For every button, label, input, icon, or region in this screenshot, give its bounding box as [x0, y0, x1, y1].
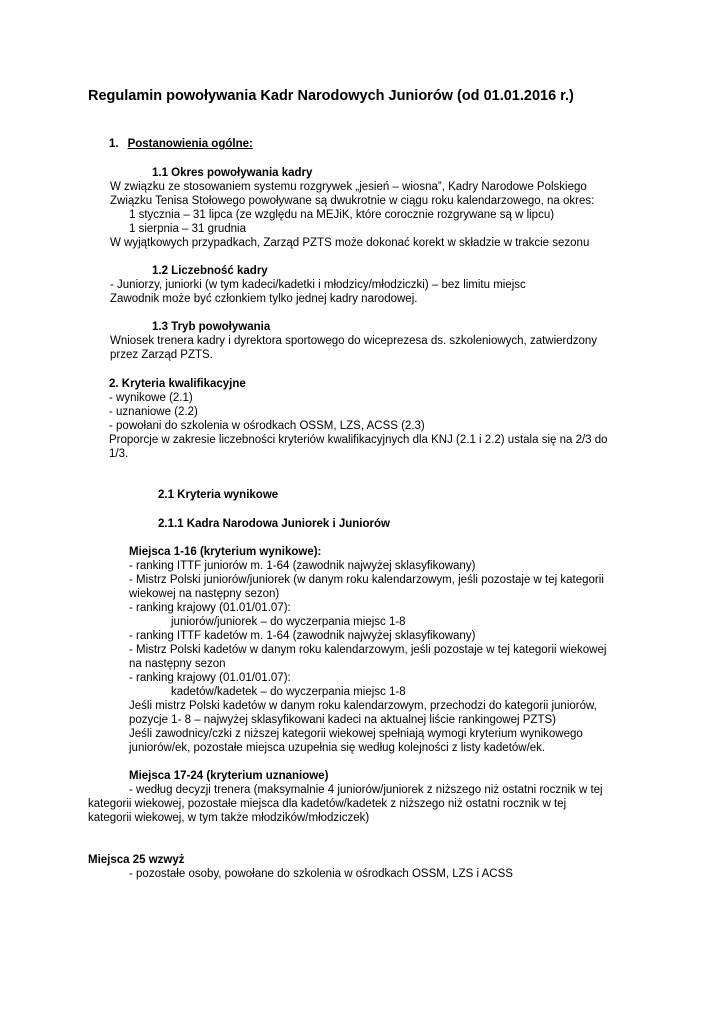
- list-item: - powołani do szkolenia w ośrodkach OSSM, LZS, ACSS (2.3): [109, 420, 425, 432]
- paragraph-line: wiekowej na następny sezon): [129, 588, 280, 600]
- paragraph-line: - Juniorzy, juniorki (w tym kadeci/kadetki i młodzicy/młodziczki) – bez limitu miejsc: [110, 279, 526, 291]
- places-25-plus-heading: Miejsca 25 wzwyż: [88, 854, 185, 866]
- section-2-1-1-heading: 2.1.1 Kadra Narodowa Juniorek i Juniorów: [158, 518, 390, 530]
- paragraph-line: kategorii wiekowej, w tym także młodzików/młodziczek): [88, 812, 370, 824]
- paragraph-line: W wyjątkowych przypadkach, Zarząd PZTS może dokonać korekt w składzie w trakcie sezonu: [110, 237, 590, 249]
- paragraph-line: Jeśli zawodnicy/czki z niższej kategorii wiekowej spełniają wymogi kryterium wynikowego: [129, 728, 583, 740]
- list-item: - ranking ITTF juniorów m. 1-64 (zawodnik najwyżej sklasyfikowany): [129, 560, 476, 572]
- paragraph-line: juniorów/juniorek – do wyczerpania miejsc 1-8: [171, 616, 406, 628]
- section-1-3-heading: 1.3 Tryb powoływania: [152, 321, 271, 333]
- paragraph-line: przez Zarząd PZTS.: [110, 349, 213, 361]
- section-2-heading: 2. Kryteria kwalifikacyjne: [109, 378, 246, 390]
- list-item: - pozostałe osoby, powołane do szkolenia w ośrodkach OSSM, LZS i ACSS: [129, 868, 513, 880]
- section-2-1-heading: 2.1 Kryteria wynikowe: [158, 489, 279, 501]
- paragraph-line: 1 stycznia – 31 lipca (ze względu na MEJiK, które corocznie rozgrywane są w lipcu): [129, 209, 555, 221]
- paragraph-line: Związku Tenisa Stołowego powoływane są dwukrotnie w ciągu roku kalendarzowego, na okres:: [110, 195, 595, 207]
- list-item: - wynikowe (2.1): [109, 392, 193, 404]
- section-1-number: 1.: [109, 138, 119, 150]
- paragraph-line: na następny sezon: [129, 658, 226, 670]
- paragraph-line: kategorii wiekowej, pozostałe miejsca dla kadetów/kadetek z niższego niż ostatni rocznik w tej: [88, 798, 567, 810]
- paragraph-line: Zawodnik może być członkiem tylko jednej kadry narodowej.: [110, 293, 418, 305]
- paragraph-line: W związku ze stosowaniem systemu rozgrywek „jesień – wiosna”, Kadry Narodowe Polskiego: [110, 181, 587, 193]
- paragraph-line: kadetów/kadetek – do wyczerpania miejsc 1-8: [171, 686, 406, 698]
- list-item: - ranking krajowy (01.01/01.07):: [129, 602, 291, 614]
- list-item: - uznaniowe (2.2): [109, 406, 198, 418]
- paragraph-line: Wniosek trenera kadry i dyrektora sportowego do wiceprezesa ds. szkoleniowych, zatwierdzony: [110, 335, 598, 347]
- paragraph-line: pozycje 1- 8 – najwyżej sklasyfikowani kadeci na aktualnej liście rankingowej PZTS): [129, 714, 556, 726]
- places-17-24-heading: Miejsca 17-24 (kryterium uznaniowe): [129, 770, 329, 782]
- list-item: - według decyzji trenera (maksymalnie 4 juniorów/juniorek z niższego niż ostatni rocznik w tej: [129, 784, 603, 796]
- places-1-16-heading: Miejsca 1-16 (kryterium wynikowe):: [129, 546, 322, 558]
- paragraph-line: 1/3.: [109, 448, 129, 460]
- paragraph-line: juniorów/ek, pozostałe miejsca uzupełnia się według kolejności z listy kadetów/ek.: [129, 742, 546, 754]
- list-item: - Mistrz Polski kadetów w danym roku kalendarzowym, jeśli pozostaje w tej kategorii wiekowej: [129, 644, 607, 656]
- paragraph-line: Proporcje w zakresie liczebności kryteriów kwalifikacyjnych dla KNJ (2.1 i 2.2) ustala się na 2/3 do: [109, 434, 608, 446]
- section-1-1-heading: 1.1 Okres powoływania kadry: [152, 167, 313, 179]
- list-item: - ranking ITTF kadetów m. 1-64 (zawodnik najwyżej sklasyfikowany): [129, 630, 476, 642]
- paragraph-line: Jeśli mistrz Polski kadetów w danym roku kalendarzowym, przechodzi do kategorii juniorów,: [129, 700, 597, 712]
- section-1-heading: [109, 137, 253, 151]
- list-item: - Mistrz Polski juniorów/juniorek (w danym roku kalendarzowym, jeśli pozostaje w tej kategorii: [129, 574, 604, 586]
- section-1-title: Postanowienia ogólne:: [127, 138, 253, 150]
- paragraph-line: 1 sierpnia – 31 grudnia: [129, 223, 246, 235]
- list-item: - ranking krajowy (01.01/01.07):: [129, 672, 291, 684]
- section-1-2-heading: 1.2 Liczebność kadry: [152, 265, 268, 277]
- document-title: Regulamin powoływania Kadr Narodowych Juniorów (od 01.01.2016 r.): [88, 88, 574, 104]
